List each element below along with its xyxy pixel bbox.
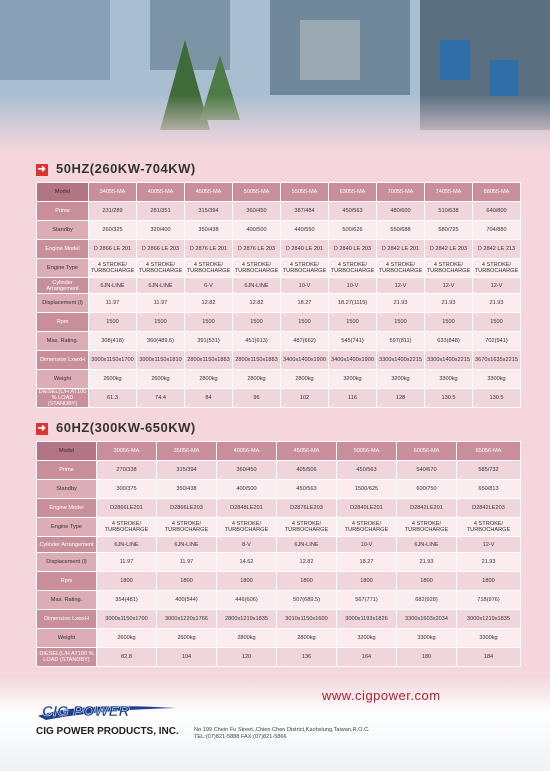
- table-row: [37, 591, 521, 610]
- table-cell: 82.8: [97, 648, 157, 667]
- row-label: Standby: [37, 221, 89, 240]
- table-cell: 10-V: [337, 537, 397, 553]
- table-cell: 487(662): [281, 332, 329, 351]
- table-row: [37, 389, 521, 408]
- table-cell: 1800: [217, 572, 277, 591]
- table-row: [37, 610, 521, 629]
- table-row: [37, 202, 521, 221]
- table-row: [37, 648, 521, 667]
- table-cell: 1500: [137, 313, 185, 332]
- row-label: Max. Rating.: [37, 591, 97, 610]
- table-cell: 3200kg: [337, 629, 397, 648]
- table-cell: 3000x1220x1766: [157, 610, 217, 629]
- table-cell: 1500: [89, 313, 137, 332]
- row-label: Engine Type: [37, 259, 89, 278]
- table-cell: 450/563: [277, 480, 337, 499]
- row-label: Rpm: [37, 572, 97, 591]
- row-label: Displacement (l): [37, 294, 89, 313]
- table-cell: 21.93: [377, 294, 425, 313]
- table-cell: 718(976): [457, 591, 521, 610]
- table-cell: 350/438: [185, 221, 233, 240]
- table-cell: 1800: [337, 572, 397, 591]
- table-cell: 60056-MA: [397, 442, 457, 461]
- table-cell: 3200kg: [329, 370, 377, 389]
- table-cell: 1500: [185, 313, 233, 332]
- table-row: [37, 537, 521, 553]
- table-cell: 633(848): [425, 332, 473, 351]
- table-cell: 4 STROKE/ TURBOCHARGE: [97, 518, 157, 537]
- table-cell: 12.82: [185, 294, 233, 313]
- table-cell: 45056-MA: [277, 442, 337, 461]
- table-cell: 35056-MA: [157, 442, 217, 461]
- table-cell: 4 STROKE/ TURBOCHARGE: [397, 518, 457, 537]
- table-cell: 281/351: [137, 202, 185, 221]
- table-cell: 65056-MA: [457, 442, 521, 461]
- table-cell: 3000x1150x1810: [137, 351, 185, 370]
- table-header-row: [37, 442, 521, 461]
- table-cell: 704/880: [473, 221, 521, 240]
- table-cell: D 2876 LE 201: [185, 240, 233, 259]
- table-cell: 18.27: [281, 294, 329, 313]
- table-cell: 3000x1219x1835: [457, 610, 521, 629]
- table-cell: 405/506: [277, 461, 337, 480]
- table-cell: 1800: [457, 572, 521, 591]
- table-cell: 1500: [281, 313, 329, 332]
- table-cell: 1500: [233, 313, 281, 332]
- company-address: [194, 727, 370, 741]
- table-row: [37, 294, 521, 313]
- table-cell: 360/450: [233, 202, 281, 221]
- table-cell: 3670x1635x2215: [473, 351, 521, 370]
- table-cell: 440/550: [281, 221, 329, 240]
- table-cell: 451(613): [233, 332, 281, 351]
- table-cell: 11.97: [137, 294, 185, 313]
- table-cell: 260/325: [89, 221, 137, 240]
- arrow-right-icon: ➜: [37, 164, 47, 175]
- row-label: Dimension LxwxH: [37, 351, 89, 370]
- table-cell: 308(418): [89, 332, 137, 351]
- table-cell: 2600kg: [89, 370, 137, 389]
- table-header-row: [37, 183, 521, 202]
- row-label: Engine Model: [37, 240, 89, 259]
- table-cell: 6JN-LINE: [397, 537, 457, 553]
- table-cell: 70055-MA: [377, 183, 425, 202]
- table-cell: 4 STROKE/ TURBOCHARGE: [137, 259, 185, 278]
- table-row: [37, 629, 521, 648]
- row-label: Engine Type: [37, 518, 97, 537]
- row-label: Cylinder Arrangement: [37, 537, 97, 553]
- table-cell: 34055-MA: [89, 183, 137, 202]
- table-cell: 3000x1193x1826: [337, 610, 397, 629]
- table-cell: 1800: [277, 572, 337, 591]
- table-cell: 21.93: [457, 553, 521, 572]
- table-cell: 580/725: [425, 221, 473, 240]
- table-cell: 650/813: [457, 480, 521, 499]
- spec-table-60hz: [36, 441, 521, 667]
- table-cell: 4 STROKE/ TURBOCHARGE: [185, 259, 233, 278]
- table-cell: 4 STROKE/ TURBOCHARGE: [457, 518, 521, 537]
- table-cell: D2840LE201: [337, 499, 397, 518]
- table-cell: 3300x1603x2034: [397, 610, 457, 629]
- table-cell: 88055-MA: [473, 183, 521, 202]
- row-label: Displacement (l): [37, 553, 97, 572]
- row-label: Weight: [37, 629, 97, 648]
- table-cell: 136: [277, 648, 337, 667]
- table-row: [37, 461, 521, 480]
- arrow-right-icon: ➜: [37, 423, 47, 434]
- table-cell: D 2866 LE 201: [89, 240, 137, 259]
- table-row: [37, 221, 521, 240]
- section-title-60hz: [36, 420, 196, 435]
- table-cell: 50055-MA: [233, 183, 281, 202]
- table-cell: 4 STROKE/ TURBOCHARGE: [89, 259, 137, 278]
- table-cell: 11.97: [97, 553, 157, 572]
- row-label: DIESEL(L/H AT100 % LOAD (STANDBY): [37, 648, 97, 667]
- table-cell: 3300x1400x2215: [377, 351, 425, 370]
- table-cell: D 2876 LE 203: [233, 240, 281, 259]
- table-cell: D 2840 LE 201: [281, 240, 329, 259]
- table-cell: 6JN-LINE: [137, 278, 185, 294]
- table-cell: 270/338: [97, 461, 157, 480]
- table-cell: 4 STROKE/ TURBOCHARGE: [157, 518, 217, 537]
- table-cell: 597(811): [377, 332, 425, 351]
- table-cell: 2800kg: [233, 370, 281, 389]
- table-cell: 74055-MA: [425, 183, 473, 202]
- table-cell: 545(741): [329, 332, 377, 351]
- table-cell: 6JN-LINE: [277, 537, 337, 553]
- table-cell: 10-V: [281, 278, 329, 294]
- table-cell: 18.27: [337, 553, 397, 572]
- table-cell: D 2842 LE 201: [377, 240, 425, 259]
- row-label: Engine Model: [37, 499, 97, 518]
- tel-fax-line: TEL:(07)821-5888 FAX:(07)821-5866: [194, 734, 287, 740]
- cig-power-logo: [36, 700, 178, 722]
- row-label: Model: [37, 183, 89, 202]
- table-cell: 12-V: [457, 537, 521, 553]
- row-label: DIESEL(L/H AT100 % LOAD (STANDBY): [37, 389, 89, 408]
- table-cell: 3300kg: [457, 629, 521, 648]
- table-row: [37, 518, 521, 537]
- table-cell: 1500: [329, 313, 377, 332]
- table-cell: 3300x1400x2215: [425, 351, 473, 370]
- table-cell: 120: [217, 648, 277, 667]
- table-cell: 600/750: [397, 480, 457, 499]
- table-cell: 12-V: [425, 278, 473, 294]
- table-row: [37, 240, 521, 259]
- table-cell: 3300kg: [473, 370, 521, 389]
- table-cell: 6JN-LINE: [233, 278, 281, 294]
- table-cell: 40055-MA: [137, 183, 185, 202]
- table-cell: 4 STROKE/ TURBOCHARGE: [277, 518, 337, 537]
- table-cell: 184: [457, 648, 521, 667]
- table-cell: 4 STROKE/ TURBOCHARGE: [337, 518, 397, 537]
- table-cell: 354(481): [97, 591, 157, 610]
- table-cell: 1500: [425, 313, 473, 332]
- table-row: [37, 553, 521, 572]
- table-cell: 55055-MA: [281, 183, 329, 202]
- table-cell: 6JN-LINE: [157, 537, 217, 553]
- table-cell: 315/394: [185, 202, 233, 221]
- row-label: Standby: [37, 480, 97, 499]
- table-cell: D 2866 LE 203: [137, 240, 185, 259]
- table-row: [37, 332, 521, 351]
- table-cell: 1500: [473, 313, 521, 332]
- table-cell: 12-V: [377, 278, 425, 294]
- table-cell: 360(489.6): [137, 332, 185, 351]
- row-label: Weight: [37, 370, 89, 389]
- table-cell: 585/732: [457, 461, 521, 480]
- table-cell: 2800kg: [185, 370, 233, 389]
- table-cell: 6-V: [185, 278, 233, 294]
- table-cell: 6JN-LINE: [89, 278, 137, 294]
- table-cell: 10-V: [329, 278, 377, 294]
- table-cell: 14.62: [217, 553, 277, 572]
- table-cell: 2600kg: [157, 629, 217, 648]
- table-cell: 2800x1219x1835: [217, 610, 277, 629]
- table-cell: 702(941): [473, 332, 521, 351]
- table-cell: 567(771): [337, 591, 397, 610]
- table-cell: 480/600: [377, 202, 425, 221]
- table-row: [37, 313, 521, 332]
- row-label: Prime: [37, 461, 97, 480]
- table-cell: 400(544): [157, 591, 217, 610]
- table-cell: 164: [337, 648, 397, 667]
- table-cell: 3000x1150x1700: [97, 610, 157, 629]
- table-cell: 3400x1400x1900: [329, 351, 377, 370]
- table-cell: 3010x1150x1600: [277, 610, 337, 629]
- table-cell: 12.82: [277, 553, 337, 572]
- table-cell: 4 STROKE/ TURBOCHARGE: [425, 259, 473, 278]
- section-title-50hz-text: 50HZ(260KW-704KW): [56, 161, 196, 176]
- table-cell: 4 STROKE/ TURBOCHARGE: [377, 259, 425, 278]
- table-cell: 3300kg: [397, 629, 457, 648]
- table-cell: 231/289: [89, 202, 137, 221]
- table-cell: 315/394: [157, 461, 217, 480]
- table-cell: 4 STROKE/ TURBOCHARGE: [217, 518, 277, 537]
- table-cell: 2800kg: [217, 629, 277, 648]
- table-cell: 640/800: [473, 202, 521, 221]
- table-cell: 50056-MA: [337, 442, 397, 461]
- table-row: [37, 351, 521, 370]
- table-cell: 1800: [97, 572, 157, 591]
- table-cell: 4 STROKE/ TURBOCHARGE: [233, 259, 281, 278]
- table-cell: 128: [377, 389, 425, 408]
- table-cell: 96: [233, 389, 281, 408]
- table-cell: 130.5: [425, 389, 473, 408]
- table-cell: 2600kg: [137, 370, 185, 389]
- table-cell: 4 STROKE/ TURBOCHARGE: [473, 259, 521, 278]
- table-row: [37, 259, 521, 278]
- website-url[interactable]: www.cigpower.com: [322, 688, 441, 703]
- table-cell: 63055-MA: [329, 183, 377, 202]
- table-cell: 21.93: [397, 553, 457, 572]
- table-cell: 391(531): [185, 332, 233, 351]
- table-cell: 8-V: [217, 537, 277, 553]
- table-cell: 507(689.5): [277, 591, 337, 610]
- logo-text: CIG POWER: [42, 703, 130, 720]
- table-cell: 2600kg: [97, 629, 157, 648]
- table-cell: 6JN-LINE: [97, 537, 157, 553]
- table-cell: D2866LE201: [97, 499, 157, 518]
- table-cell: 682(928): [397, 591, 457, 610]
- table-cell: 102: [281, 389, 329, 408]
- table-cell: D 2842 LE 213: [473, 240, 521, 259]
- table-cell: 116: [329, 389, 377, 408]
- table-cell: 18.27(1115): [329, 294, 377, 313]
- banner-collage-image: [0, 0, 550, 150]
- row-label: Model: [37, 442, 97, 461]
- table-cell: 2800x1150x1883: [233, 351, 281, 370]
- row-label: Prime: [37, 202, 89, 221]
- table-cell: 400/500: [233, 221, 281, 240]
- table-cell: 550/688: [377, 221, 425, 240]
- table-cell: 130.5: [473, 389, 521, 408]
- table-cell: 45055-MA: [185, 183, 233, 202]
- section-title-50hz: [36, 161, 196, 176]
- table-cell: 3400x1400x1900: [281, 351, 329, 370]
- table-row: [37, 572, 521, 591]
- table-cell: 61.3: [89, 389, 137, 408]
- footer: [0, 676, 550, 771]
- table-cell: 21.93: [473, 294, 521, 313]
- table-cell: 4 STROKE/ TURBOCHARGE: [281, 259, 329, 278]
- table-cell: 11.97: [89, 294, 137, 313]
- table-cell: 12-V: [473, 278, 521, 294]
- table-cell: D2842LE201: [397, 499, 457, 518]
- table-cell: D2848LE201: [217, 499, 277, 518]
- table-cell: 1500/625: [337, 480, 397, 499]
- table-cell: D2866LE203: [157, 499, 217, 518]
- row-label: Rpm: [37, 313, 89, 332]
- table-row: [37, 499, 521, 518]
- header-banner-photo: [0, 0, 550, 150]
- table-cell: 300/375: [97, 480, 157, 499]
- table-cell: 1800: [397, 572, 457, 591]
- section-title-60hz-text: 60HZ(300KW-650KW): [56, 420, 196, 435]
- table-cell: 450/563: [337, 461, 397, 480]
- table-cell: 540/670: [397, 461, 457, 480]
- table-cell: D 2842 LE 203: [425, 240, 473, 259]
- table-cell: 1800: [157, 572, 217, 591]
- company-name: CIG POWER PRODUCTS, INC.: [36, 726, 179, 737]
- table-cell: 2800kg: [281, 370, 329, 389]
- row-label: Cylinder Arrangement: [37, 278, 89, 294]
- table-cell: 2800x1150x1883: [185, 351, 233, 370]
- table-cell: 450/563: [329, 202, 377, 221]
- table-cell: 30056-MA: [97, 442, 157, 461]
- table-cell: D 2840 LE 203: [329, 240, 377, 259]
- table-cell: 3200kg: [377, 370, 425, 389]
- table-cell: 11.97: [157, 553, 217, 572]
- table-cell: 3000x1150x1700: [89, 351, 137, 370]
- table-row: [37, 480, 521, 499]
- table-cell: 180: [397, 648, 457, 667]
- table-cell: 446(606): [217, 591, 277, 610]
- table-cell: 387/484: [281, 202, 329, 221]
- table-cell: 350/438: [157, 480, 217, 499]
- table-cell: 500/626: [329, 221, 377, 240]
- row-label: Max. Rating.: [37, 332, 89, 351]
- table-cell: 3300kg: [425, 370, 473, 389]
- table-cell: 320/400: [137, 221, 185, 240]
- table-cell: 400/500: [217, 480, 277, 499]
- table-cell: 510/638: [425, 202, 473, 221]
- row-label: Dimension LxwxH: [37, 610, 97, 629]
- table-cell: D2842LE203: [457, 499, 521, 518]
- table-cell: 12.82: [233, 294, 281, 313]
- table-cell: 1500: [377, 313, 425, 332]
- table-row: [37, 370, 521, 389]
- table-cell: 84: [185, 389, 233, 408]
- table-row: [37, 278, 521, 294]
- table-cell: 104: [157, 648, 217, 667]
- address-line: No.199 Chein Fu Street.,Chien Chen District,Kaohsiung,Taiwan,R.O.C.: [194, 727, 370, 733]
- table-cell: 21.93: [425, 294, 473, 313]
- table-cell: 360/450: [217, 461, 277, 480]
- spec-table-50hz: [36, 182, 521, 408]
- table-cell: 4 STROKE/ TURBOCHARGE: [329, 259, 377, 278]
- table-cell: 74.4: [137, 389, 185, 408]
- table-cell: 40056-MA: [217, 442, 277, 461]
- table-cell: 2800kg: [277, 629, 337, 648]
- table-cell: D2876LE203: [277, 499, 337, 518]
